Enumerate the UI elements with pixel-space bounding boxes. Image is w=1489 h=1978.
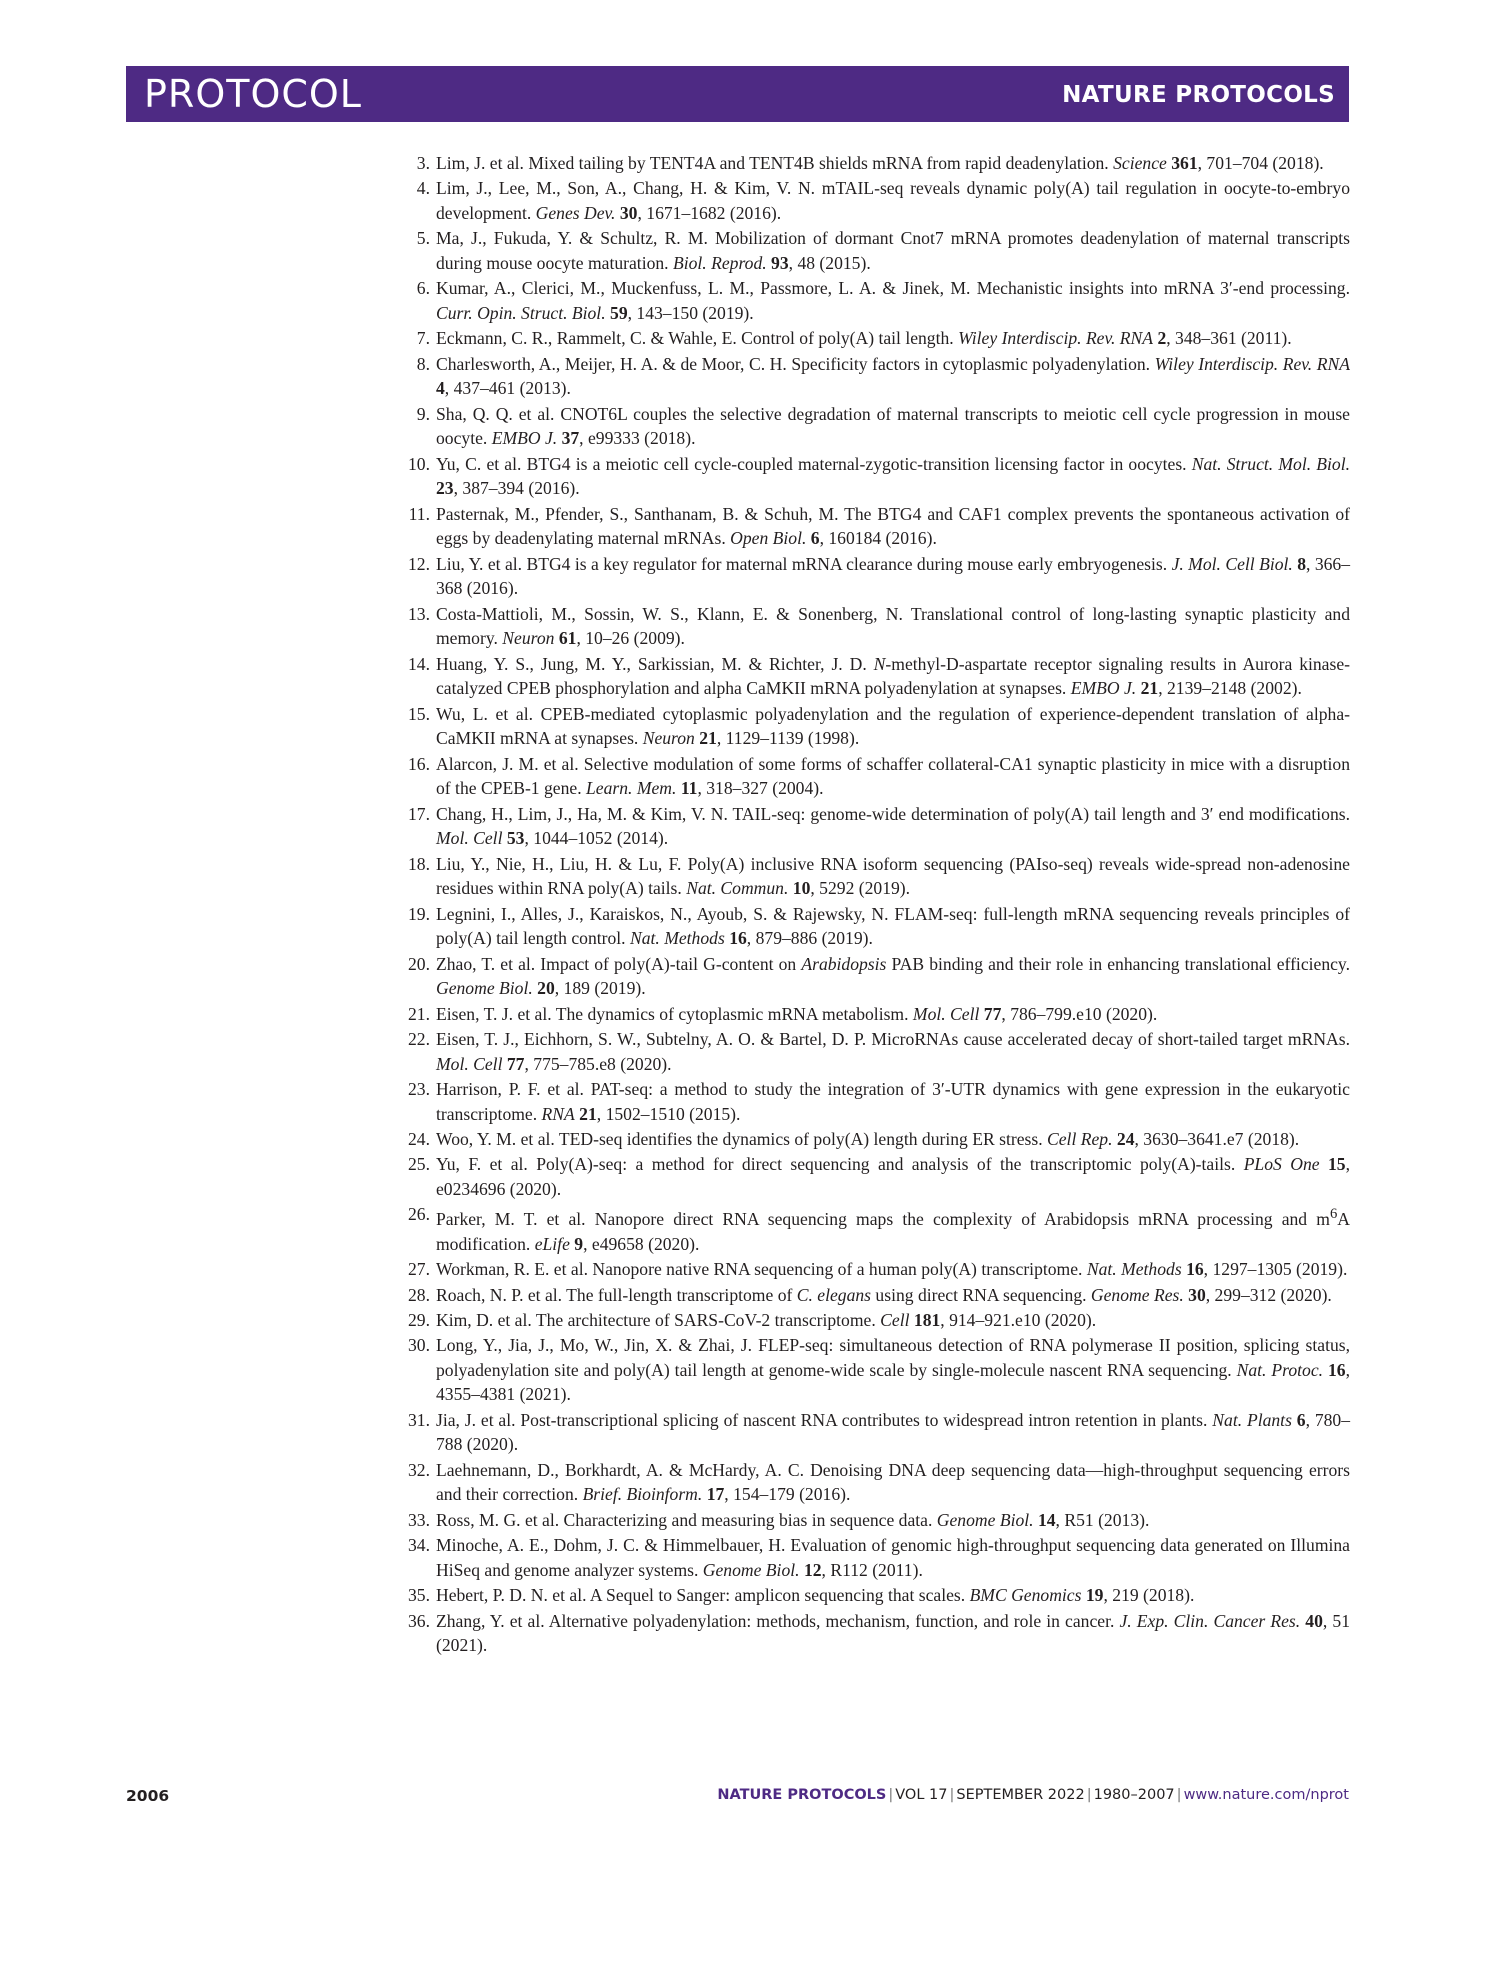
reference-item bbox=[400, 452, 1350, 501]
reference-volume: 10 bbox=[792, 878, 811, 899]
reference-volume: 77 bbox=[983, 1003, 1002, 1024]
reference-text: , 51 (2021). bbox=[436, 1610, 1350, 1656]
reference-text: Legnini, I., Alles, J., Karaiskos, N., Ayoub, S. & Rajewsky, N. FLAM-seq: full-length mRNA sequencing reveals principles of poly(A) tail length control. bbox=[436, 903, 1350, 949]
reference-text: using direct RNA sequencing. bbox=[871, 1284, 1091, 1305]
reference-volume: 11 bbox=[680, 778, 698, 799]
reference-item bbox=[400, 1458, 1350, 1507]
reference-number: 7. bbox=[416, 328, 430, 349]
reference-text: Eckmann, C. R., Rammelt, C. & Wahle, E. Control of poly(A) tail length. bbox=[436, 328, 959, 349]
reference-number: 11. bbox=[408, 503, 430, 524]
reference-text: Ma, J., Fukuda, Y. & Schultz, R. M. Mobilization of dormant Cnot7 mRNA promotes deadenylation of maternal transcripts during mouse oocyte maturation. bbox=[436, 228, 1350, 273]
reference-text: , 701–704 (2018). bbox=[1197, 153, 1324, 173]
reference-number: 36. bbox=[408, 1610, 430, 1631]
reference-number: 34. bbox=[408, 1535, 430, 1556]
reference-item bbox=[400, 1583, 1350, 1608]
reference-text: , 160184 (2016). bbox=[819, 528, 937, 549]
reference-item bbox=[400, 902, 1350, 951]
reference-volume: 4 bbox=[436, 378, 445, 399]
reference-item bbox=[400, 176, 1350, 225]
reference-text: , 48 (2015). bbox=[788, 252, 871, 273]
reference-italic: Science bbox=[1113, 153, 1167, 173]
reference-number: 28. bbox=[408, 1284, 430, 1305]
reference-italic: Genome Res. bbox=[1090, 1284, 1184, 1305]
reference-volume: 30 bbox=[1188, 1284, 1206, 1305]
reference-volume: 6 bbox=[810, 528, 820, 549]
reference-italic: Genome Biol. bbox=[436, 978, 533, 999]
reference-text: , 4355–4381 (2021). bbox=[436, 1359, 1350, 1405]
reference-number: 18. bbox=[408, 853, 430, 874]
reference-item bbox=[400, 1257, 1350, 1282]
reference-item bbox=[400, 1027, 1350, 1076]
reference-text: Lim, J. et al. Mixed tailing by TENT4A and TENT4B shields mRNA from rapid deadenylation. bbox=[436, 153, 1114, 173]
reference-number: 33. bbox=[408, 1509, 430, 1530]
reference-text: Lim, J., Lee, M., Son, A., Chang, H. & Kim, V. N. mTAIL-seq reveals dynamic poly(A) tail regulation in oocyte-to-embryo development. bbox=[436, 178, 1350, 223]
reference-italic: N bbox=[873, 653, 886, 674]
reference-italic: EMBO J. bbox=[1070, 678, 1137, 699]
reference-text: , 775–785.e8 (2020). bbox=[524, 1053, 672, 1074]
reference-text: Hebert, P. D. N. et al. A Sequel to Sanger: amplicon sequencing that scales. bbox=[436, 1585, 970, 1606]
reference-item bbox=[400, 226, 1350, 275]
reference-text: Kim, D. et al. The architecture of SARS-CoV-2 transcriptome. bbox=[436, 1309, 881, 1330]
reference-italic: eLife bbox=[534, 1233, 570, 1254]
reference-number: 6. bbox=[416, 278, 430, 299]
reference-number: 4. bbox=[416, 178, 430, 199]
footer-url-link[interactable]: www.nature.com/nprot bbox=[1183, 1787, 1349, 1803]
reference-text: , 437–461 (2013). bbox=[444, 378, 571, 399]
reference-text: , 154–179 (2016). bbox=[724, 1484, 851, 1505]
reference-text: Ross, M. G. et al. Characterizing and measuring bias in sequence data. bbox=[436, 1509, 937, 1530]
reference-text: , 318–327 (2004). bbox=[697, 778, 824, 799]
reference-number: 17. bbox=[408, 803, 430, 824]
section-label: PROTOCOL bbox=[144, 72, 362, 116]
reference-volume: 61 bbox=[558, 628, 577, 649]
reference-italic: RNA bbox=[541, 1103, 575, 1124]
reference-number: 29. bbox=[408, 1309, 430, 1330]
reference-text: Pasternak, M., Pfender, S., Santhanam, B. & Schuh, M. The BTG4 and CAF1 complex prevents the spontaneous activation of eggs by deadenylating maternal mRNAs. bbox=[436, 503, 1350, 549]
reference-text: , 1129–1139 (1998). bbox=[716, 728, 860, 749]
footer-date: SEPTEMBER 2022 bbox=[956, 1787, 1085, 1803]
reference-italic: Brief. Bioinform. bbox=[582, 1484, 703, 1505]
reference-volume: 20 bbox=[537, 978, 555, 999]
reference-text: , 387–394 (2016). bbox=[453, 478, 580, 499]
reference-number: 32. bbox=[408, 1459, 430, 1480]
reference-italic: Neuron bbox=[642, 728, 695, 749]
reference-text: Jia, J. et al. Post-transcriptional splicing of nascent RNA contributes to widespread intron retention in plants. bbox=[436, 1409, 1213, 1430]
reference-text: Long, Y., Jia, J., Mo, W., Jin, X. & Zhai, J. FLEP-seq: simultaneous detection of RNA polymerase II position, splicing status, polyadenylation site and poly(A) tail length at genome-wide scale by single-molecule nascent RNA sequencing. bbox=[436, 1335, 1350, 1380]
reference-item bbox=[400, 352, 1350, 401]
reference-text: , e99333 (2018). bbox=[579, 428, 696, 449]
reference-text: , 348–361 (2011). bbox=[1166, 328, 1292, 349]
header-banner bbox=[126, 66, 1349, 122]
reference-volume: 40 bbox=[1305, 1610, 1323, 1631]
reference-volume: 53 bbox=[506, 828, 525, 849]
reference-text: Huang, Y. S., Jung, M. Y., Sarkissian, M. & Richter, J. D. bbox=[436, 653, 874, 674]
reference-italic: Cell bbox=[880, 1309, 910, 1330]
reference-text: , 366–368 (2016). bbox=[436, 553, 1351, 599]
reference-number: 12. bbox=[408, 553, 430, 574]
reference-item bbox=[400, 1283, 1350, 1308]
reference-volume: 9 bbox=[574, 1233, 584, 1254]
reference-text: Alarcon, J. M. et al. Selective modulation of some forms of schaffer collateral-CA1 synaptic plasticity in mice with a disruption of the CPEB-1 gene. bbox=[436, 753, 1350, 799]
reference-item bbox=[400, 1408, 1350, 1457]
reference-italic: Nat. Protoc. bbox=[1236, 1359, 1324, 1380]
reference-volume: 6 bbox=[1296, 1409, 1306, 1430]
reference-text: Yu, F. et al. Poly(A)-seq: a method for direct sequencing and analysis of the transcriptomic poly(A)-tails. bbox=[436, 1154, 1244, 1175]
reference-volume: 181 bbox=[913, 1309, 941, 1330]
reference-volume: 14 bbox=[1037, 1509, 1056, 1530]
reference-text: , 1671–1682 (2016). bbox=[637, 202, 782, 223]
reference-number: 23. bbox=[408, 1078, 430, 1099]
reference-italic: Genome Biol. bbox=[936, 1509, 1034, 1530]
reference-text: , 5292 (2019). bbox=[810, 878, 911, 899]
reference-text: Woo, Y. M. et al. TED-seq identifies the dynamics of poly(A) length during ER stress. bbox=[436, 1128, 1048, 1149]
reference-item bbox=[400, 1609, 1350, 1658]
reference-volume: 21 bbox=[1140, 678, 1159, 699]
reference-text: , 879–886 (2019). bbox=[746, 928, 873, 949]
reference-text: , 143–150 (2019). bbox=[627, 302, 754, 323]
reference-number: 16. bbox=[408, 753, 430, 774]
page-number: 2006 bbox=[126, 1787, 170, 1805]
reference-item bbox=[400, 1077, 1350, 1126]
reference-item bbox=[400, 1333, 1350, 1407]
reference-text: , 1044–1052 (2014). bbox=[524, 828, 669, 849]
reference-text: , 914–921.e10 (2020). bbox=[940, 1309, 1097, 1330]
reference-text: Chang, H., Lim, J., Ha, M. & Kim, V. N. TAIL-seq: genome-wide determination of poly(A) tail length and 3′ end modifications. bbox=[436, 803, 1350, 824]
reference-number: 15. bbox=[408, 703, 430, 724]
reference-text: Parker, M. T. et al. Nanopore direct RNA sequencing maps the complexity of Arabidopsis mRNA processing and m bbox=[436, 1209, 1330, 1230]
reference-text: Liu, Y., Nie, H., Liu, H. & Lu, F. Poly(A) inclusive RNA isoform sequencing (PAIso-seq) reveals wide-spread non-adenosine residues within RNA poly(A) tails. bbox=[436, 853, 1350, 899]
reference-number: 20. bbox=[408, 953, 430, 974]
reference-italic: Curr. Opin. Struct. Biol. bbox=[436, 302, 606, 323]
reference-italic: Nat. Methods bbox=[629, 928, 725, 949]
footer-pages: 1980–2007 bbox=[1093, 1787, 1175, 1803]
reference-item bbox=[400, 151, 1350, 176]
reference-text: Laehnemann, D., Borkhardt, A. & McHardy, A. C. Denoising DNA deep sequencing data—high-throughput sequencing errors and their correction. bbox=[436, 1459, 1350, 1505]
reference-text: , R51 (2013). bbox=[1055, 1509, 1150, 1530]
reference-text: , 786–799.e10 (2020). bbox=[1001, 1003, 1158, 1024]
reference-italic: Mol. Cell bbox=[912, 1003, 980, 1024]
reference-text: Workman, R. E. et al. Nanopore native RNA sequencing of a human poly(A) transcriptome. bbox=[436, 1259, 1087, 1280]
reference-volume: 23 bbox=[436, 478, 454, 499]
reference-number: 31. bbox=[408, 1409, 430, 1430]
footer-citation bbox=[717, 1787, 1349, 1803]
reference-item bbox=[400, 852, 1350, 901]
reference-volume: 16 bbox=[729, 928, 747, 949]
reference-number: 25. bbox=[408, 1154, 430, 1175]
reference-volume: 2 bbox=[1157, 328, 1167, 349]
footer-separator: | bbox=[1086, 1787, 1092, 1803]
reference-volume: 16 bbox=[1186, 1259, 1204, 1280]
reference-text: Sha, Q. Q. et al. CNOT6L couples the selective degradation of maternal transcripts to meiotic cell cycle progression in mouse oocyte. bbox=[436, 403, 1350, 449]
reference-text: Costa-Mattioli, M., Sossin, W. S., Klann, E. & Sonenberg, N. Translational control of long-lasting synaptic plasticity and memory. bbox=[436, 603, 1350, 649]
reference-number: 21. bbox=[408, 1003, 430, 1024]
reference-italic: Wiley Interdiscip. Rev. RNA bbox=[958, 328, 1154, 349]
reference-italic: Genome Biol. bbox=[702, 1559, 800, 1580]
reference-number: 3. bbox=[416, 153, 430, 173]
reference-item bbox=[400, 752, 1350, 801]
reference-volume: 16 bbox=[1328, 1359, 1346, 1380]
reference-text: , 2139–2148 (2002). bbox=[1158, 678, 1302, 699]
reference-volume: 30 bbox=[619, 202, 638, 223]
reference-text: , 10–26 (2009). bbox=[576, 628, 685, 649]
reference-item bbox=[400, 1508, 1350, 1533]
reference-italic: J. Exp. Clin. Cancer Res. bbox=[1119, 1610, 1301, 1631]
reference-italic: Nat. Commun. bbox=[686, 878, 789, 899]
reference-text: , e0234696 (2020). bbox=[436, 1154, 1350, 1199]
reference-item bbox=[400, 702, 1350, 751]
reference-number: 24. bbox=[408, 1128, 430, 1149]
reference-text: Yu, C. et al. BTG4 is a meiotic cell cycle-coupled maternal-zygotic-transition licensing factor in oocytes. bbox=[436, 453, 1192, 474]
reference-volume: 21 bbox=[699, 728, 717, 749]
reference-text: , 3630–3641.e7 (2018). bbox=[1134, 1128, 1300, 1149]
reference-volume: 77 bbox=[506, 1053, 525, 1074]
reference-text: Roach, N. P. et al. The full-length transcriptome of bbox=[436, 1284, 797, 1305]
journal-title: NATURE PROTOCOLS bbox=[1062, 82, 1335, 108]
reference-volume: 93 bbox=[771, 252, 789, 273]
reference-item bbox=[400, 1152, 1350, 1201]
reference-volume: 361 bbox=[1171, 153, 1198, 173]
reference-item bbox=[400, 1002, 1350, 1027]
reference-text: Wu, L. et al. CPEB-mediated cytoplasmic polyadenylation and the regulation of experience-dependent translation of alpha-CaMKII mRNA at synapses. bbox=[436, 703, 1350, 749]
reference-text: , R112 (2011). bbox=[821, 1559, 923, 1580]
reference-volume: 12 bbox=[803, 1559, 822, 1580]
reference-italic: Nat. Struct. Mol. Biol. bbox=[1191, 453, 1350, 474]
reference-text: Liu, Y. et al. BTG4 is a key regulator for maternal mRNA clearance during mouse early embryogenesis. bbox=[436, 553, 1172, 574]
reference-number: 26. bbox=[408, 1204, 430, 1225]
reference-italic: Biol. Reprod. bbox=[672, 252, 767, 273]
footer-volume: VOL 17 bbox=[895, 1787, 948, 1803]
reference-text: Zhang, Y. et al. Alternative polyadenylation: methods, mechanism, function, and role in cancer. bbox=[436, 1610, 1120, 1631]
reference-text: Zhao, T. et al. Impact of poly(A)-tail G-content on bbox=[436, 953, 802, 974]
reference-item bbox=[400, 952, 1350, 1001]
footer-separator: | bbox=[888, 1787, 894, 1803]
reference-item bbox=[400, 276, 1350, 325]
reference-list bbox=[400, 151, 1350, 1659]
reference-item bbox=[400, 1533, 1350, 1582]
reference-number: 22. bbox=[408, 1028, 430, 1049]
reference-text: Minoche, A. E., Dohm, J. C. & Himmelbauer, H. Evaluation of genomic high-throughput sequencing data generated on Illumina HiSeq and genome analyzer systems. bbox=[436, 1535, 1350, 1580]
reference-volume: 15 bbox=[1328, 1154, 1346, 1175]
reference-italic: Cell Rep. bbox=[1047, 1128, 1113, 1149]
reference-text: , 1297–1305 (2019). bbox=[1203, 1259, 1348, 1280]
reference-italic: Mol. Cell bbox=[436, 1053, 503, 1074]
reference-italic: Mol. Cell bbox=[436, 828, 503, 849]
footer-journal: NATURE PROTOCOLS bbox=[717, 1787, 887, 1803]
reference-item bbox=[400, 502, 1350, 551]
reference-text: Eisen, T. J. et al. The dynamics of cytoplasmic mRNA metabolism. bbox=[436, 1003, 913, 1024]
reference-italic: Nat. Methods bbox=[1086, 1259, 1182, 1280]
reference-item bbox=[400, 1202, 1350, 1256]
reference-volume: 59 bbox=[610, 302, 628, 323]
reference-text bbox=[1320, 1154, 1328, 1174]
reference-item bbox=[400, 402, 1350, 451]
reference-volume: 24 bbox=[1116, 1128, 1135, 1149]
reference-volume: 17 bbox=[706, 1484, 725, 1505]
reference-number: 9. bbox=[416, 403, 430, 424]
reference-italic: C. elegans bbox=[796, 1284, 872, 1305]
reference-italic: Neuron bbox=[502, 628, 555, 649]
reference-item bbox=[400, 326, 1350, 351]
reference-text: Harrison, P. F. et al. PAT-seq: a method to study the integration of 3′-UTR dynamics with gene expression in the eukaryotic transcriptome. bbox=[436, 1078, 1350, 1124]
reference-number: 19. bbox=[408, 903, 430, 924]
reference-text: , 219 (2018). bbox=[1103, 1585, 1195, 1606]
reference-italic: Learn. Mem. bbox=[586, 778, 677, 799]
reference-text: Kumar, A., Clerici, M., Muckenfuss, L. M., Passmore, L. A. & Jinek, M. Mechanistic insights into mRNA 3′-end processing. bbox=[436, 278, 1350, 299]
reference-text: PAB binding and their role in enhancing translational efficiency. bbox=[886, 953, 1350, 974]
reference-superscript: 6 bbox=[1329, 1206, 1338, 1223]
reference-number: 35. bbox=[408, 1585, 430, 1606]
reference-number: 8. bbox=[416, 353, 430, 374]
reference-italic: Wiley Interdiscip. Rev. RNA bbox=[1154, 353, 1350, 374]
reference-text: A modification. bbox=[436, 1209, 1350, 1254]
reference-italic: J. Mol. Cell Biol. bbox=[1171, 553, 1293, 574]
reference-text: Eisen, T. J., Eichhorn, S. W., Subtelny, A. O. & Bartel, D. P. MicroRNAs cause accelerated decay of short-tailed target mRNAs. bbox=[436, 1028, 1350, 1049]
reference-item bbox=[400, 802, 1350, 851]
reference-number: 14. bbox=[408, 653, 430, 674]
reference-italic: Genes Dev. bbox=[535, 202, 616, 223]
reference-text: , 1502–1510 (2015). bbox=[596, 1103, 741, 1124]
reference-number: 5. bbox=[416, 228, 430, 249]
reference-number: 30. bbox=[408, 1335, 430, 1356]
reference-text: , 299–312 (2020). bbox=[1205, 1284, 1332, 1305]
reference-italic: Open Biol. bbox=[730, 528, 807, 549]
reference-text: , e49658 (2020). bbox=[583, 1233, 700, 1254]
footer-separator: | bbox=[949, 1787, 955, 1803]
reference-italic: Arabidopsis bbox=[801, 953, 887, 974]
reference-text: , 780–788 (2020). bbox=[436, 1409, 1351, 1455]
reference-item bbox=[400, 1308, 1350, 1333]
reference-volume: 21 bbox=[579, 1103, 597, 1124]
reference-item bbox=[400, 652, 1350, 701]
reference-number: 13. bbox=[408, 603, 430, 624]
reference-volume: 37 bbox=[561, 428, 580, 449]
reference-volume: 8 bbox=[1297, 553, 1307, 574]
reference-text: , 189 (2019). bbox=[554, 978, 646, 999]
reference-italic: EMBO J. bbox=[491, 428, 558, 449]
reference-item bbox=[400, 552, 1350, 601]
reference-italic: Nat. Plants bbox=[1212, 1409, 1292, 1430]
reference-number: 27. bbox=[408, 1259, 430, 1280]
reference-text: -methyl-D-aspartate receptor signaling results in Aurora kinase-catalyzed CPEB phosphorylation and alpha CaMKII mRNA polyadenylation at synapses. bbox=[436, 653, 1351, 699]
footer-separator: | bbox=[1176, 1787, 1182, 1803]
reference-italic: PLoS One bbox=[1243, 1154, 1320, 1175]
reference-item bbox=[400, 602, 1350, 651]
reference-item bbox=[400, 1127, 1350, 1152]
reference-volume: 19 bbox=[1085, 1585, 1104, 1606]
reference-italic: BMC Genomics bbox=[969, 1585, 1082, 1606]
reference-number: 10. bbox=[408, 453, 430, 474]
reference-text: Charlesworth, A., Meijer, H. A. & de Moor, C. H. Specificity factors in cytoplasmic polyadenylation. bbox=[436, 353, 1155, 374]
